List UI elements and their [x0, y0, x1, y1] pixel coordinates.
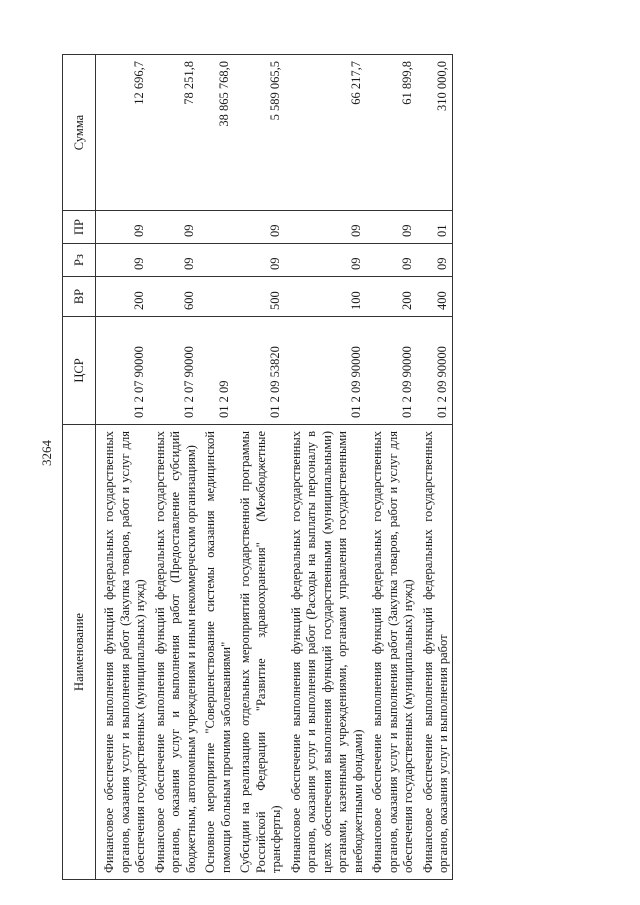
row-rz [199, 244, 234, 277]
table-row [96, 55, 149, 880]
row-sum: 12 696,7 [96, 55, 149, 211]
row-csr: 01 2 09 90000 [366, 317, 417, 425]
row-sum: 78 251,8 [149, 55, 200, 211]
row-pr: 01 [417, 211, 453, 244]
row-name: Основное мероприятие "Совершенствование системы оказания медицинской помощи больным прочими заболеваниями" [199, 425, 234, 880]
table-row [199, 55, 234, 880]
row-name: Финансовое обеспечение выполнения функций федеральных государственных органов, оказания услуг и выполнения работ (Расходы на выплаты персоналу в целях обеспечения выполнения функций государственными (муниципальными) органами, казенными учреждениями, органами управления государственными внебюджетными фондами) [285, 425, 367, 880]
row-csr: 01 2 07 90000 [96, 317, 149, 425]
row-pr: 09 [96, 211, 149, 244]
row-pr: 09 [285, 211, 367, 244]
row-sum: 61 899,8 [366, 55, 417, 211]
row-name: Финансовое обеспечение выполнения функций федеральных государственных органов, оказания услуг и выполнения работ (Закупка товаров, работ и услуг для обеспечения государственных (муниципальных) нужд) [96, 425, 149, 880]
row-rz: 09 [285, 244, 367, 277]
row-sum: 310 000,0 [417, 55, 453, 211]
row-sum: 38 865 768,0 [199, 55, 234, 211]
row-csr: 01 2 09 90000 [285, 317, 367, 425]
row-sum: 66 217,7 [285, 55, 367, 211]
table-row [366, 55, 417, 880]
header-vr: ВР [63, 277, 96, 317]
row-csr: 01 2 07 90000 [149, 317, 200, 425]
table-row [417, 55, 453, 880]
row-rz: 09 [234, 244, 285, 277]
row-pr: 09 [366, 211, 417, 244]
header-rz: Рз [63, 244, 96, 277]
row-vr: 400 [417, 277, 453, 317]
page-number [32, 436, 62, 470]
table-header-row [63, 55, 96, 880]
header-csr: ЦСР [63, 317, 96, 425]
row-vr [199, 277, 234, 317]
budget-table [62, 54, 453, 880]
budget-table-rotated [62, 55, 592, 880]
row-name: Субсидии на реализацию отдельных мероприятий государственной программы Российской Федерации "Развитие здравоохранения" (Межбюджетные трансферты) [234, 425, 285, 880]
table-row [149, 55, 200, 880]
row-vr: 100 [285, 277, 367, 317]
row-vr: 500 [234, 277, 285, 317]
row-vr: 200 [366, 277, 417, 317]
header-pr: ПР [63, 211, 96, 244]
row-pr: 09 [234, 211, 285, 244]
row-csr: 01 2 09 53820 [234, 317, 285, 425]
table-row [285, 55, 367, 880]
header-name: Наименование [63, 425, 96, 880]
row-rz: 09 [149, 244, 200, 277]
row-vr: 200 [96, 277, 149, 317]
row-name: Финансовое обеспечение выполнения функций федеральных государственных органов, оказания услуг и выполнения работ [417, 425, 453, 880]
row-rz: 09 [366, 244, 417, 277]
row-sum: 5 589 065,5 [234, 55, 285, 211]
row-pr: 09 [149, 211, 200, 244]
row-csr: 01 2 09 [199, 317, 234, 425]
header-sum: Сумма [63, 55, 96, 211]
row-pr [199, 211, 234, 244]
row-vr: 600 [149, 277, 200, 317]
row-name: Финансовое обеспечение выполнения функций федеральных государственных органов, оказания услуг и выполнения работ (Предоставление субсидий бюджетным, автономным учреждениям и иным некоммерческим организациям) [149, 425, 200, 880]
page-number-text: 3264 [39, 440, 54, 466]
row-rz: 09 [96, 244, 149, 277]
row-name: Финансовое обеспечение выполнения функций федеральных государственных органов, оказания услуг и выполнения работ (Закупка товаров, работ и услуг для обеспечения государственных (муниципальных) нужд) [366, 425, 417, 880]
table-row [234, 55, 285, 880]
row-csr: 01 2 09 90000 [417, 317, 453, 425]
row-rz: 09 [417, 244, 453, 277]
